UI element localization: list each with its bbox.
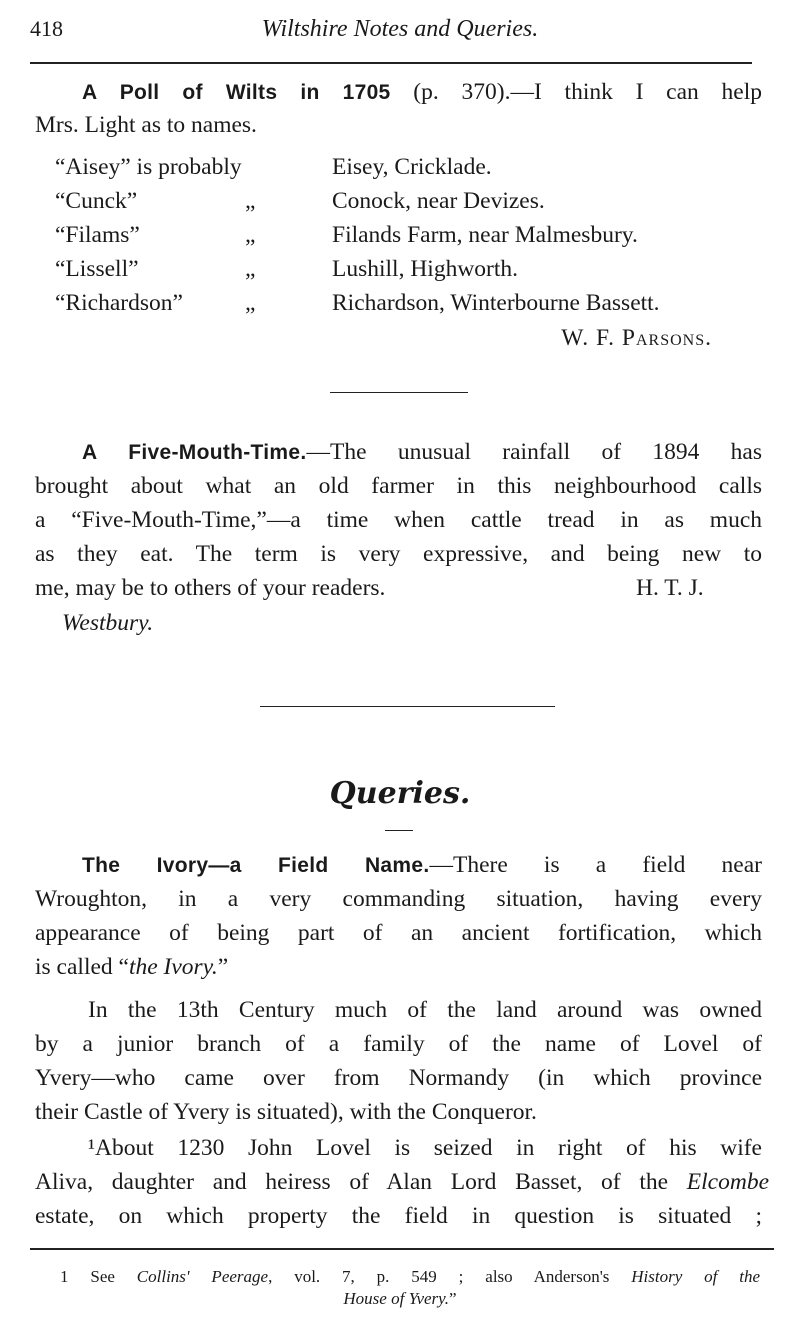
poll-signature: W. F. Parsons. [561,325,712,351]
text-run: —There is a field near [429,852,762,878]
text-run: ” [217,954,229,980]
text-run: their Castle of Yvery is situated), with the Conqueror. [35,1099,537,1125]
text-line [35,1202,762,1230]
text-run: estate, on which property the field in question is situated ; [35,1203,762,1229]
text-run: History of the [631,1267,760,1286]
text-line [82,851,762,880]
poll-name: “Aisey” is probably [55,154,242,180]
text-line [35,574,535,602]
poll-name: “Richardson” [55,290,183,316]
text-run: ¹About 1230 John Lovel is seized in right of his wife [88,1135,762,1161]
text-run: Aliva, daughter and heiress of Alan Lord Basset, of the [35,1169,687,1195]
poll-ditto: „ [245,290,256,316]
poll-place: Richardson, Winterbourne Bassett. [332,290,660,316]
text-line [35,1064,762,1092]
poll-name: “Filams” [55,222,140,248]
text-run: brought about what an old farmer in this neighbourhood calls [35,473,762,499]
poll-place: Lushill, Highworth. [332,256,519,282]
text-run: Wroughton, in a very commanding situation, having every [35,886,762,912]
text-line [35,506,762,534]
text-run: House of Yvery. [343,1289,450,1308]
text-line [35,953,535,981]
text-run: ” [449,1289,457,1308]
text-line [35,885,762,913]
poll-ditto: „ [245,256,256,282]
poll-name: “Lissell” [55,256,139,282]
poll-place: Filands Farm, near Malmesbury. [332,222,638,248]
text-run: the Ivory. [128,954,218,980]
poll-name: “Cunck” [55,188,138,214]
text-run: as they eat. The term is very expressive, and being new to [35,541,762,567]
text-line [88,1134,762,1162]
header-rule [30,62,752,64]
text-line [60,1266,760,1288]
text-run: appearance of being part of an ancient fortification, which [35,920,762,946]
text-line [35,111,735,139]
section-title: The Ivory—a Field Name. [82,854,430,877]
text-run: Elcombe [686,1169,769,1195]
text-run: me, may be to others of your readers. [35,575,386,601]
poll-ditto: „ [245,222,256,248]
heading-dash [385,830,413,831]
text-run: , vol. 7, p. 549 ; also Anderson's [268,1267,632,1286]
page-number: 418 [30,16,63,41]
section-divider [330,392,468,393]
text-run: —The unusual rainfall of 1894 has [306,439,762,465]
text-run: a “Five-Mouth-Time,”—a time when cattle tread in as much [35,507,762,533]
running-title: Wiltshire Notes and Queries. [261,16,539,42]
text-line [88,996,762,1024]
text-line [35,540,762,568]
text-run: Collins' Peerage [136,1267,269,1286]
footnote-rule [30,1248,774,1250]
text-line [35,1098,735,1126]
five-mouth-place: Westbury. [62,610,154,636]
text-run: by a junior branch of a family of the name of Lovel of [35,1031,762,1057]
text-line [35,472,762,500]
section-title: A Five-Mouth-Time. [82,441,307,464]
text-line [35,1030,762,1058]
text-run: (p. 370).—I think I can help [390,79,763,105]
text-run: Mrs. Light as to names. [35,112,257,138]
text-run: 1 See [60,1267,137,1286]
poll-place: Eisey, Cricklade. [332,154,492,180]
text-line [35,919,762,947]
text-run: Yvery—who came over from Normandy (in which province [35,1065,762,1091]
poll-ditto: „ [245,188,256,214]
text-line [0,1288,800,1310]
text-run: is called “ [35,954,129,980]
queries-heading: Queries. [329,776,471,811]
text-line [35,1168,769,1196]
section-title: A Poll of Wilts in 1705 [82,81,391,104]
text-line [82,438,762,467]
section-divider [260,706,555,707]
text-run: In the 13th Century much of the land around was owned [88,997,762,1023]
five-mouth-signature: H. T. J. [636,575,704,601]
text-line [82,78,762,107]
poll-place: Conock, near Devizes. [332,188,545,214]
